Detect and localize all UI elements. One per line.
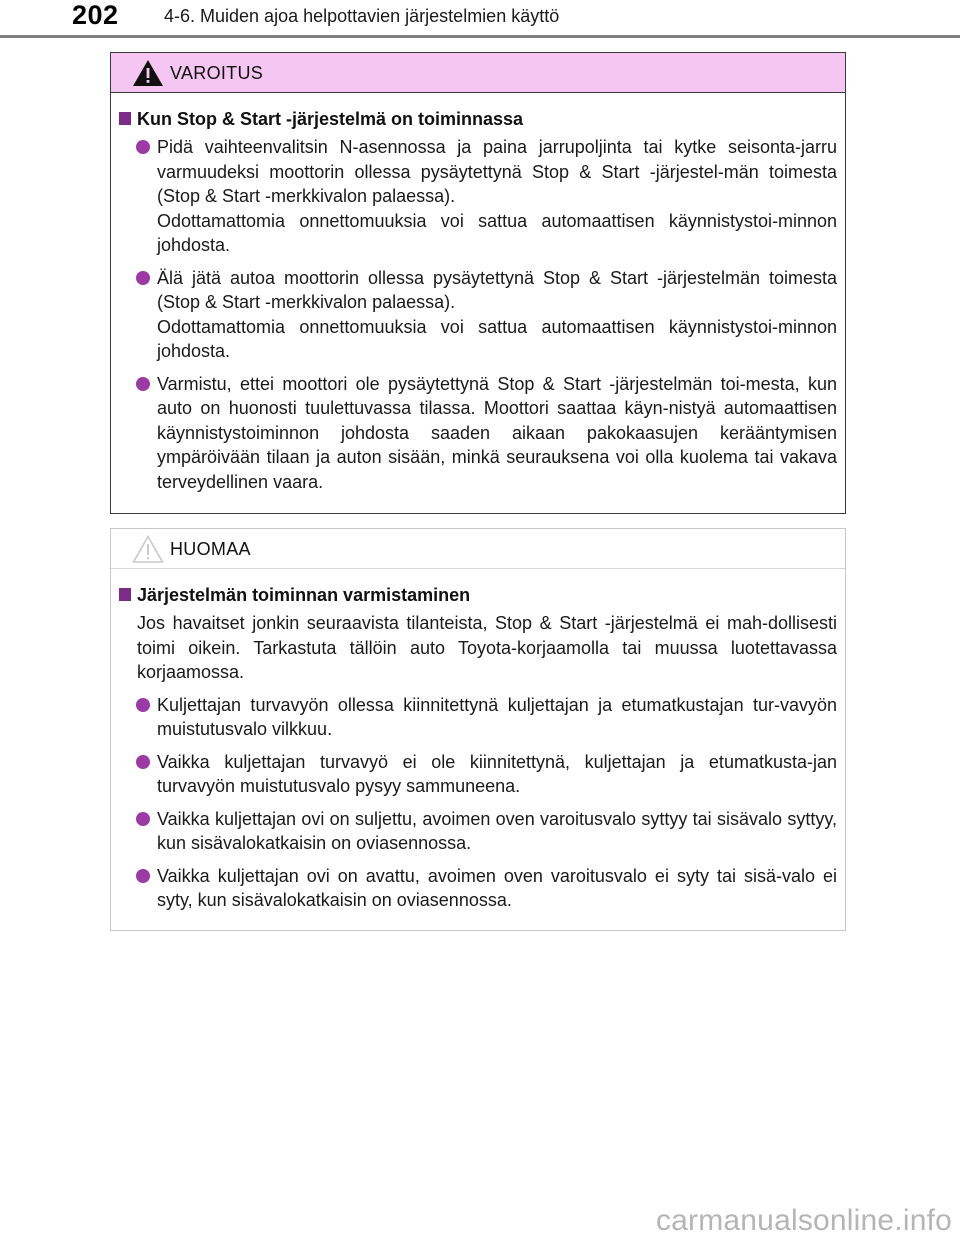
notice-heading (119, 583, 837, 607)
list-item (119, 750, 837, 799)
notice-heading-text: Järjestelmän toiminnan varmistaminen (137, 585, 471, 605)
warning-heading (119, 107, 837, 131)
list-item-text: Varmistu, ettei moottori ole pysäytettynä Stop & Start -järjestelmän toi-mesta, kun auto on huonosti tuulettuvassa tilassa. Moottori saattaa käyn-nistyä automaattisen käynnistystoiminnon johdosta saaden aikaan pakokaasujen kerääntymisen ympäröivään tilaan ja auton sisään, minkä seurauksena voi olla kuolema tai vakava terveydellinen vaara. (157, 373, 837, 492)
list-item-text: Vaikka kuljettajan turvavyö ei ole kiinnitettynä, kuljettajan ja etumatkusta-jan turvavyön muistutusvalo pysyy sammuneena. (157, 751, 837, 796)
list-item-text: Vaikka kuljettajan ovi on avattu, avoimen oven varoitusvalo ei syty tai sisä-valo ei syty, kun sisävalokatkaisin on oviasennossa. (157, 865, 837, 910)
warning-triangle-icon (132, 59, 164, 87)
notice-box-header (111, 529, 845, 569)
warning-body (111, 93, 845, 494)
circle-bullet-icon (136, 869, 150, 883)
square-bullet-icon (119, 112, 131, 125)
warning-box-header (111, 53, 845, 93)
page-header (0, 0, 960, 38)
list-item (119, 693, 837, 742)
list-item-text: Odottamattomia onnettomuuksia voi sattua automaattisen käynnistystoi-minnon johdosta. (157, 316, 837, 361)
circle-bullet-icon (136, 698, 150, 712)
list-item (119, 864, 837, 913)
list-item-text: Vaikka kuljettajan ovi on suljettu, avoimen oven varoitusvalo syttyy tai sisävalo syttyy, kun sisävalokatkaisin on oviasennossa. (157, 808, 837, 853)
section-title: 4-6. Muiden ajoa helpottavien järjestelmien käyttö (164, 6, 560, 26)
list-item (119, 807, 837, 856)
circle-bullet-icon (136, 140, 150, 154)
list-item (119, 266, 837, 364)
list-item-text: Kuljettajan turvavyön ollessa kiinnitettynä kuljettajan ja etumatkustajan tur-vavyön muistutusvalo vilkkuu. (157, 694, 837, 739)
warning-box (110, 52, 846, 514)
list-item (119, 135, 837, 258)
warning-label: VAROITUS (170, 63, 264, 83)
caution-triangle-icon (132, 535, 164, 563)
warning-heading-text: Kun Stop & Start -järjestelmä on toiminnassa (137, 109, 524, 129)
header-divider (0, 35, 960, 38)
list-item (119, 372, 837, 495)
page-number: 202 (72, 0, 119, 30)
notice-box (110, 528, 846, 931)
square-bullet-icon (119, 588, 131, 601)
notice-label: HUOMAA (170, 539, 251, 559)
list-item-text: Älä jätä autoa moottorin ollessa pysäytettynä Stop & Start -järjestelmän toimesta (Stop & Start -merkkivalon palaessa). (157, 267, 837, 312)
watermark: carmanualsonline.info (655, 1204, 952, 1237)
circle-bullet-icon (136, 755, 150, 769)
notice-intro: Jos havaitset jonkin seuraavista tilanteista, Stop & Start -järjestelmä ei mah-dollisesti toimi oikein. Tarkastuta tällöin auto Toyota-korjaamolla tai muussa luotettavassa korjaamossa. (137, 613, 837, 682)
notice-body (111, 569, 845, 913)
circle-bullet-icon (136, 812, 150, 826)
list-item-text: Odottamattomia onnettomuuksia voi sattua automaattisen käynnistystoi-minnon johdosta. (157, 210, 837, 255)
circle-bullet-icon (136, 271, 150, 285)
list-item-text: Pidä vaihteenvalitsin N-asennossa ja paina jarrupoljinta tai kytke seisonta-jarru varmuudeksi moottorin ollessa pysäytettynä Stop & Start -järjestel-män toimesta (Stop & Start -merkkivalon palaessa). (157, 137, 837, 206)
circle-bullet-icon (136, 377, 150, 391)
